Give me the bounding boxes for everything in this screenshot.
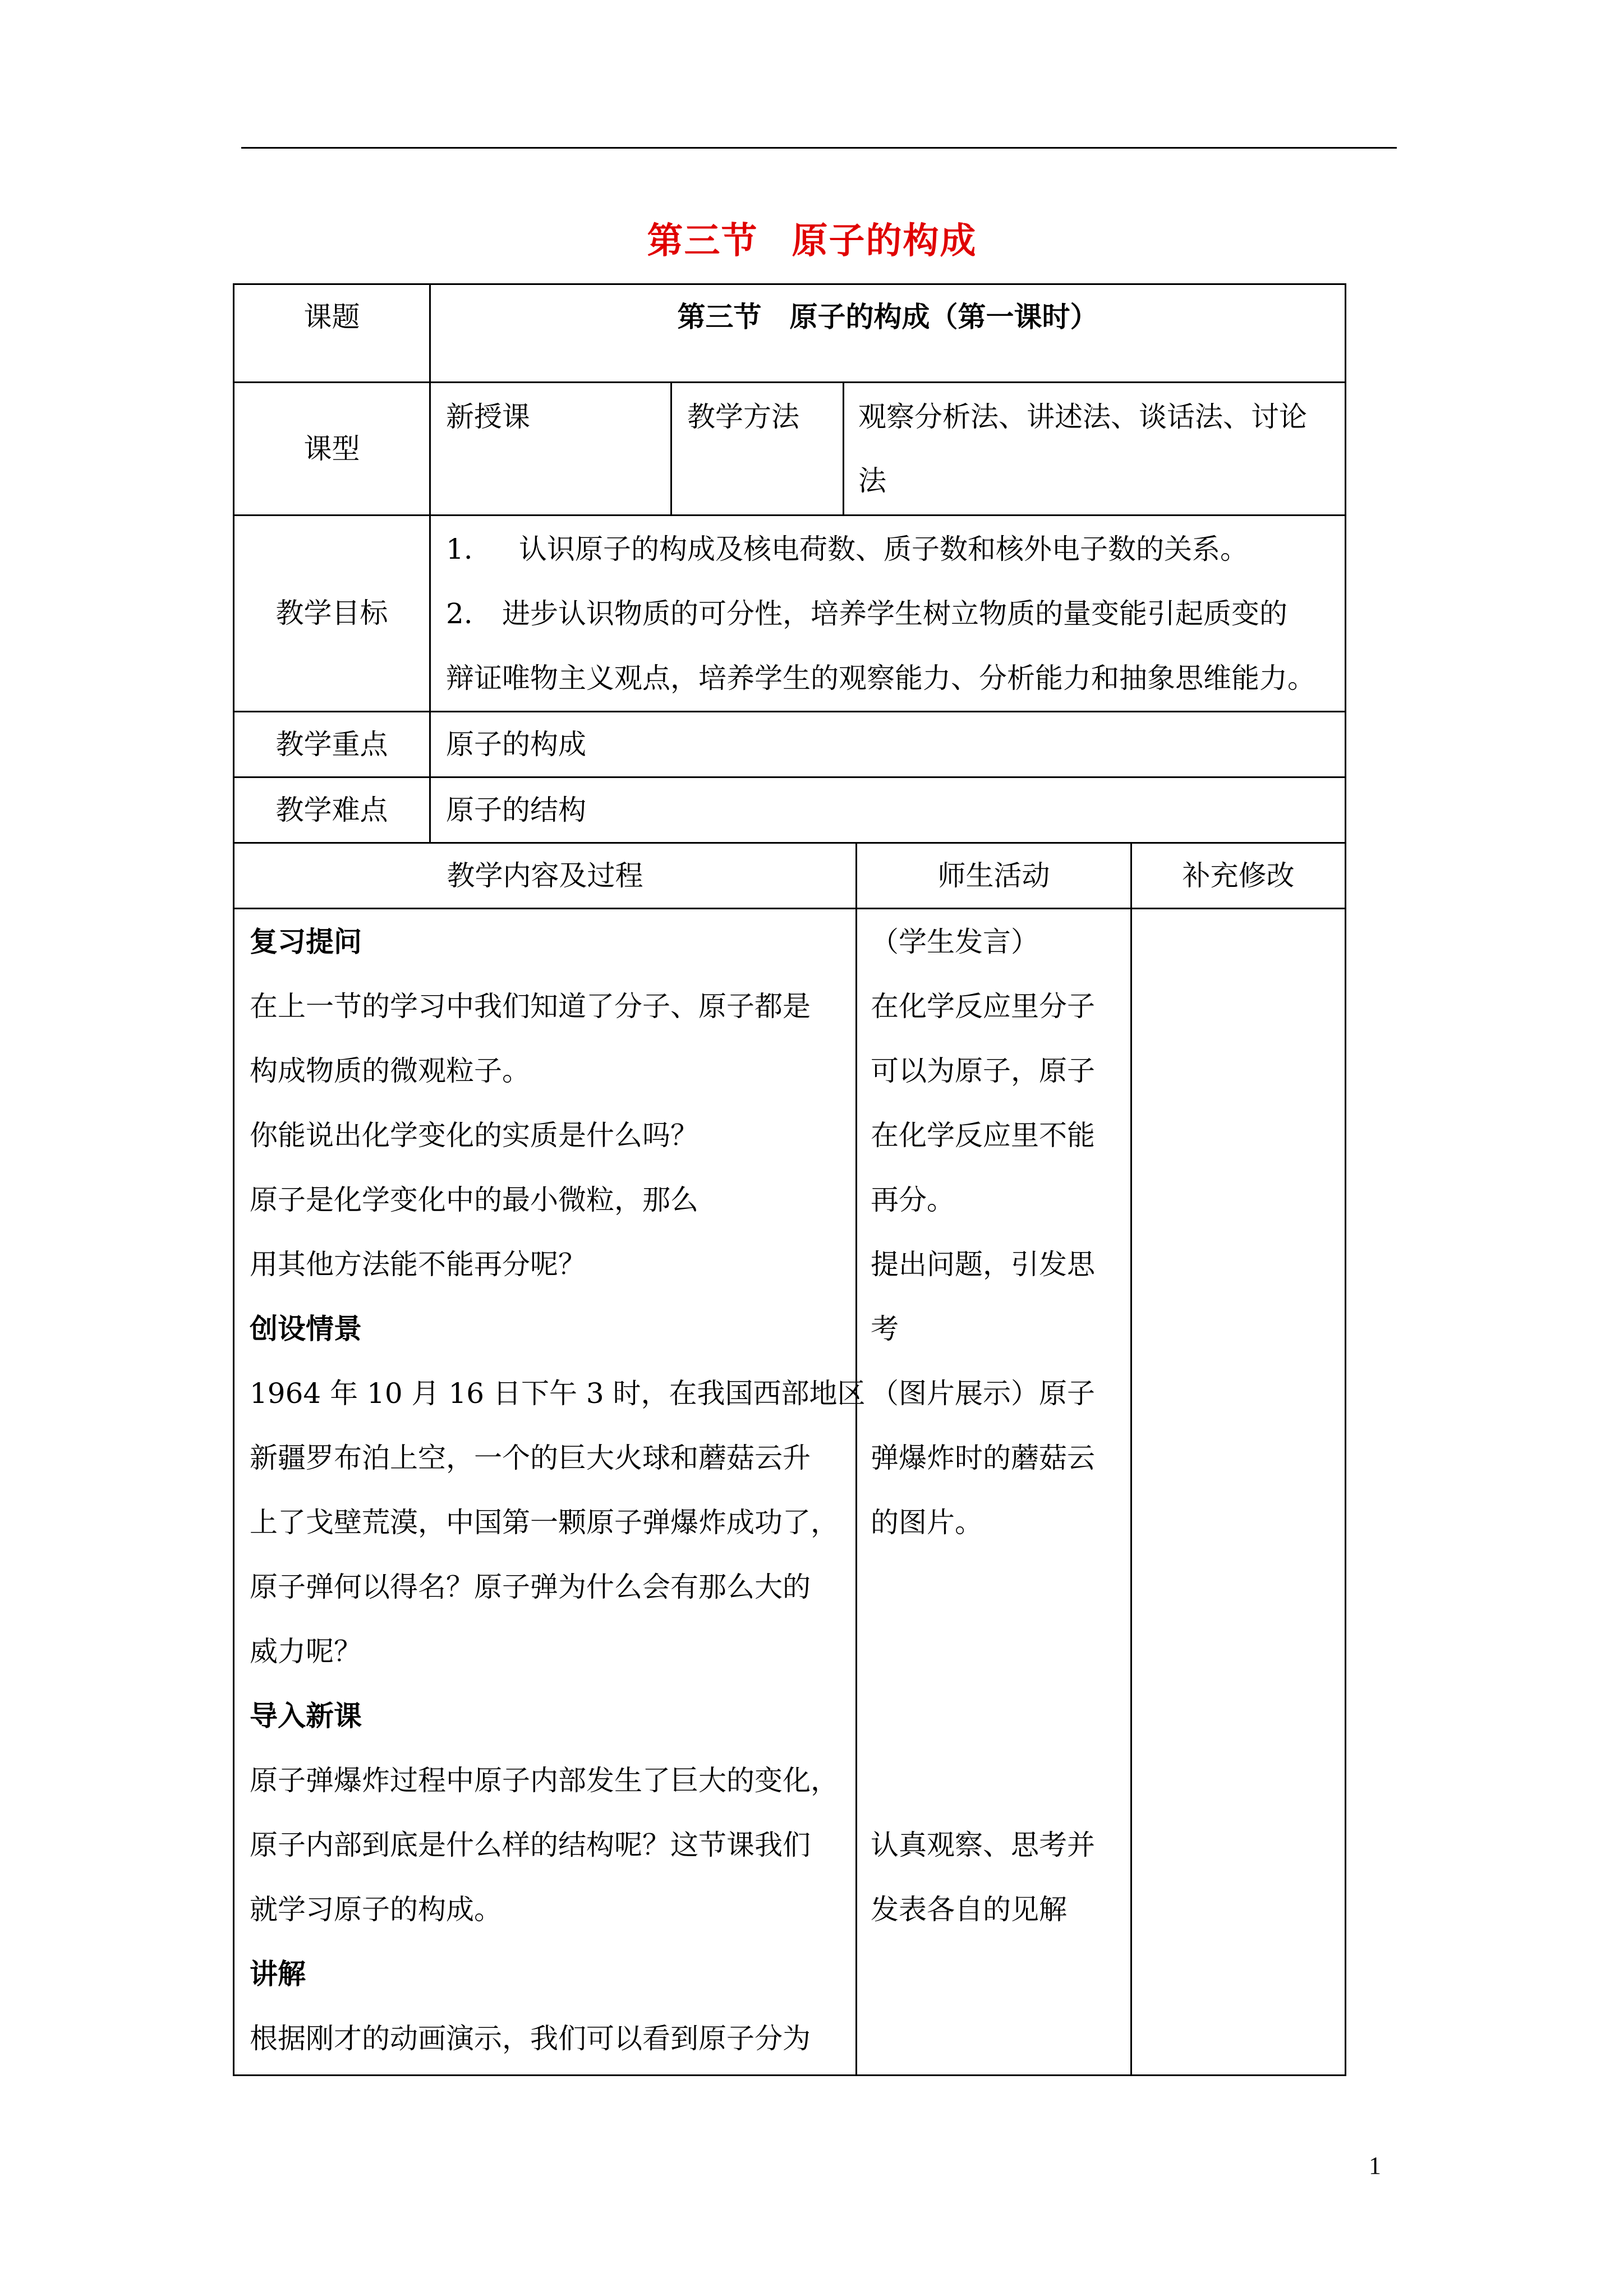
content-line: 在上一节的学习中我们知道了分子、原子都是 (250, 990, 811, 1023)
key-label: 教学重点 (275, 728, 388, 761)
activity-line: 发表各自的见解 (871, 1893, 1067, 1926)
content-line: 原子是化学变化中的最小微粒，那么 (250, 1184, 698, 1216)
method-label: 教学方法 (687, 401, 799, 433)
revision-body-cell (1130, 908, 1346, 2076)
activity-line: 认真观察、思考并 (871, 1829, 1095, 1861)
method-value-line2: 法 (858, 464, 886, 497)
activity-lines (871, 926, 1095, 1958)
heading-explain: 讲解 (250, 1957, 306, 1990)
activity-spacer (871, 1635, 1095, 1700)
content-line: 构成物质的微观粒子。 (250, 1055, 530, 1087)
goal-label: 教学目标 (275, 597, 388, 629)
heading-scenario: 创设情景 (250, 1312, 362, 1345)
content-line: 原子内部到底是什么样的结构呢？这节课我们 (250, 1829, 811, 1861)
goal-2-number: 2. (446, 597, 473, 630)
content-line: 原子弹何以得名？原子弹为什么会有那么大的 (250, 1571, 811, 1603)
content-header: 教学内容及过程 (447, 859, 643, 892)
activity-line: 在化学反应里不能 (871, 1119, 1095, 1152)
key-value: 原子的构成 (446, 728, 586, 761)
header-rule (241, 147, 1397, 149)
content-line: 1964 年 10 月 16 日下午 3 时，在我国西部地区 (250, 1377, 866, 1410)
content-line: 就学习原子的构成。 (250, 1893, 502, 1926)
type-value: 新授课 (446, 401, 530, 433)
content-line: 用其他方法能不能再分呢？ (250, 1248, 586, 1281)
method-value-line1: 观察分析法、讲述法、谈话法、讨论 (858, 401, 1307, 433)
heading-review: 复习提问 (250, 925, 362, 958)
page-title (0, 216, 1624, 266)
title-topic: 原子的构成 (792, 220, 977, 262)
topic-label: 课题 (303, 301, 360, 333)
topic-value: 第三节 原子的构成（第一课时） (677, 300, 1098, 333)
content-line: 原子弹爆炸过程中原子内部发生了巨大的变化， (250, 1764, 839, 1797)
activity-line: 再分。 (871, 1184, 955, 1216)
activity-line: 可以为原子，原子 (871, 1055, 1095, 1087)
activity-spacer (871, 1571, 1095, 1635)
revision-header: 补充修改 (1182, 859, 1295, 892)
page-number: 1 (1369, 2152, 1381, 2179)
goal-2-text-line2: 辩证唯物主义观点，培养学生的观察能力、分析能力和抽象思维能力。 (446, 662, 1315, 694)
content-line: 新疆罗布泊上空，一个的巨大火球和蘑菇云升 (250, 1442, 811, 1474)
activity-spacer (871, 1700, 1095, 1764)
topic-label-cell (233, 283, 431, 383)
activity-line: （图片展示）原子 (871, 1377, 1095, 1410)
content-lines (250, 926, 866, 2087)
title-section: 第三节 (647, 220, 758, 262)
difficulty-value: 原子的结构 (446, 794, 586, 826)
goal-1-number: 1. (446, 533, 473, 565)
content-line: 根据刚才的动画演示，我们可以看到原子分为 (250, 2022, 811, 2055)
activity-line: 考 (871, 1313, 899, 1345)
content-line: 威力呢？ (250, 1635, 362, 1668)
activity-line: 提出问题，引发思 (871, 1248, 1095, 1281)
heading-intro: 导入新课 (250, 1699, 362, 1732)
type-label: 课型 (303, 432, 360, 465)
activity-line: 在化学反应里分子 (871, 990, 1095, 1023)
activity-line: 的图片。 (871, 1506, 983, 1539)
activity-line: （学生发言） (871, 926, 1039, 958)
topic-value-cell (429, 283, 1346, 383)
activity-header: 师生活动 (937, 859, 1050, 892)
activity-spacer (871, 1764, 1095, 1829)
difficulty-label: 教学难点 (275, 794, 388, 826)
goal-1-text: 认识原子的构成及核电荷数、质子数和核外电子数的关系。 (519, 533, 1248, 565)
content-line: 你能说出化学变化的实质是什么吗？ (250, 1119, 698, 1152)
content-line: 上了戈壁荒漠，中国第一颗原子弹爆炸成功了， (250, 1506, 839, 1539)
activity-line: 弹爆炸时的蘑菇云 (871, 1442, 1095, 1474)
goal-2-text-line1: 进步认识物质的可分性，培养学生树立物质的量变能引起质变的 (502, 597, 1287, 630)
